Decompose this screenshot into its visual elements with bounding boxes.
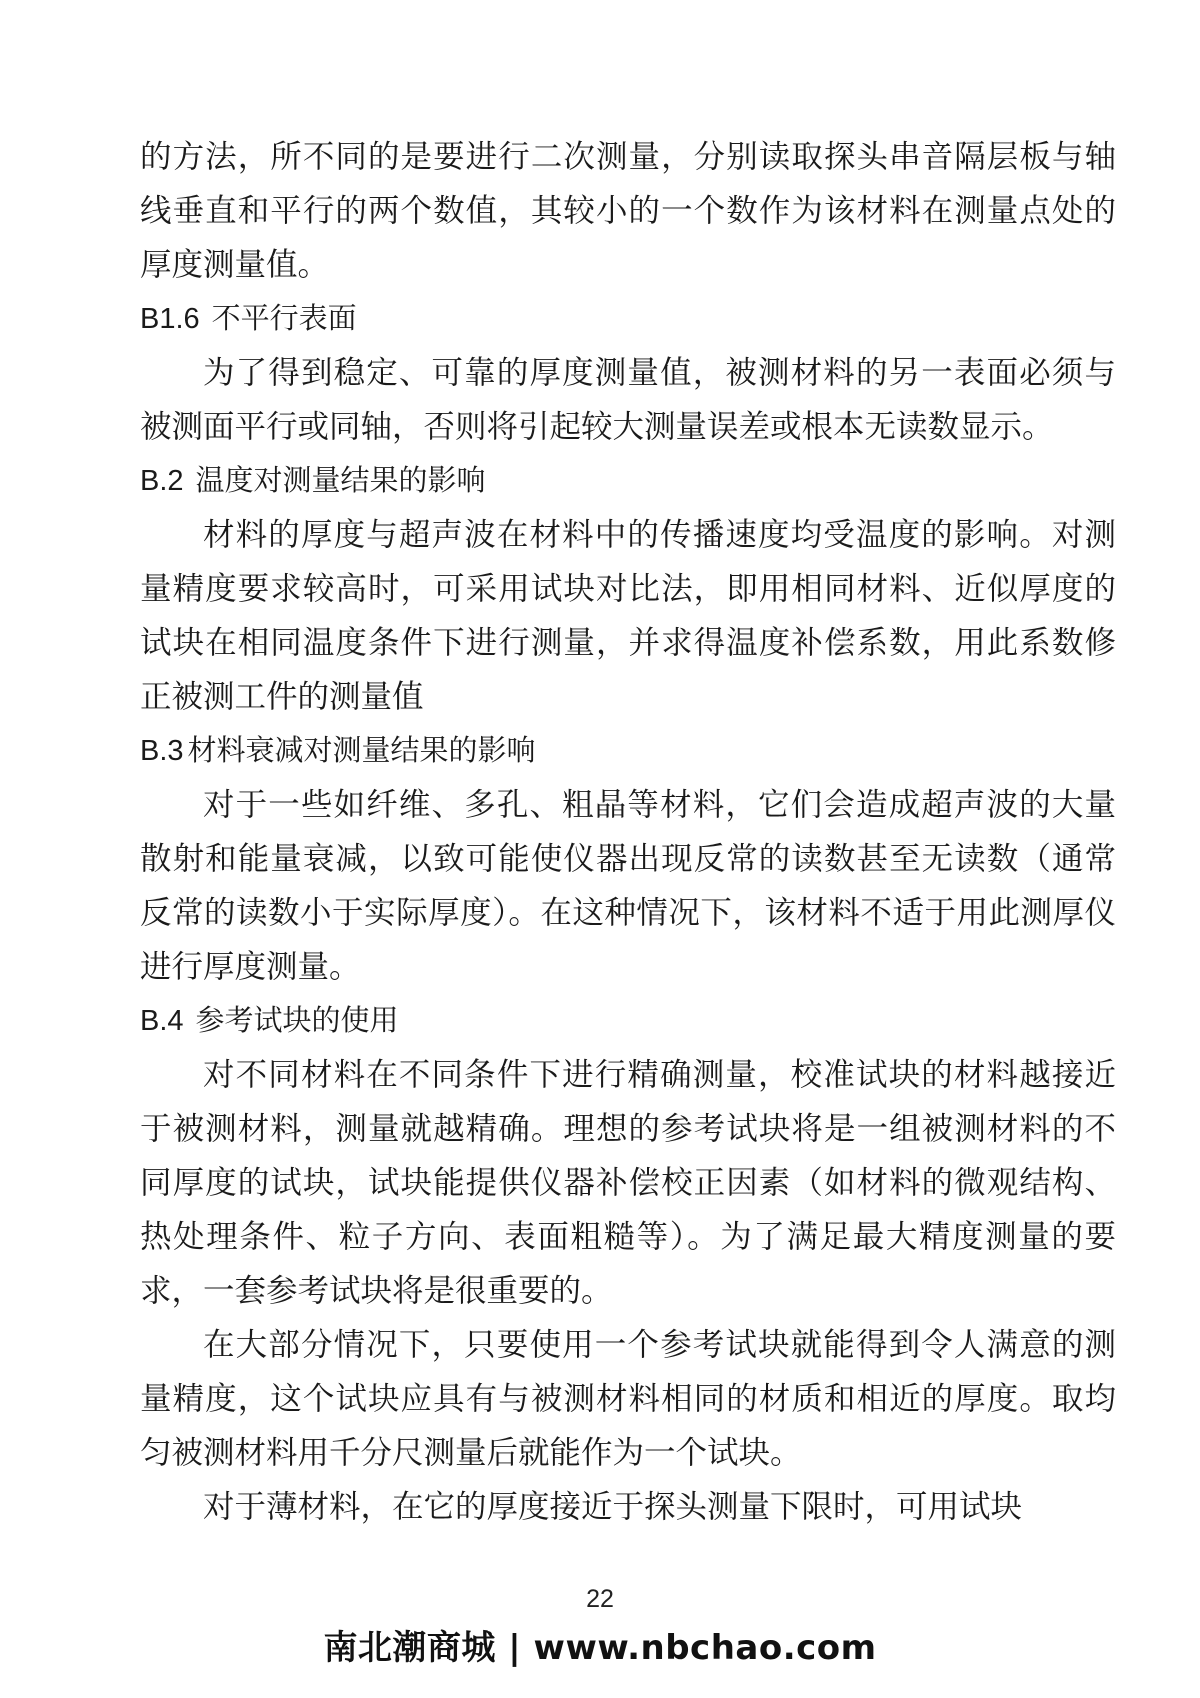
- section-heading-b1-6: [140, 292, 1116, 346]
- paragraph: 对不同材料在不同条件下进行精确测量，校准试块的材料越接近于被测材料，测量就越精确。理想的参考试块将是一组被测材料的不同厚度的试块，试块能提供仪器补偿校正因素（如材料的微观结构、热处理条件、粒子方向、表面粗糙等）。为了满足最大精度测量的要求，一套参考试块将是很重要的。: [140, 1057, 1116, 1309]
- section-number: B.4: [140, 1005, 184, 1037]
- section-title: 材料衰减对测量结果的影响: [187, 735, 536, 767]
- paragraph: 对于一些如纤维、多孔、粗晶等材料，它们会造成超声波的大量散射和能量衰减，以致可能使仪器出现反常的读数甚至无读数（通常反常的读数小于实际厚度）。在这种情况下，该材料不适于用此测厚仪进行厚度测量。: [140, 787, 1116, 985]
- section-number: B.3: [140, 735, 184, 767]
- section-title: 温度对测量结果的影响: [195, 465, 486, 497]
- document-body: [140, 130, 1116, 1534]
- section-number: B.2: [140, 465, 184, 497]
- paragraph: 在大部分情况下，只要使用一个参考试块就能得到令人满意的测量精度，这个试块应具有与被测材料相同的材质和相近的厚度。取均匀被测材料用千分尺测量后就能作为一个试块。: [140, 1327, 1116, 1471]
- paragraph: 对于薄材料，在它的厚度接近于探头测量下限时，可用试块: [203, 1489, 1023, 1525]
- section-heading-b2: [140, 454, 1116, 508]
- paragraph: 材料的厚度与超声波在材料中的传播速度均受温度的影响。对测量精度要求较高时，可采用试块对比法，即用相同材料、近似厚度的试块在相同温度条件下进行测量，并求得温度补偿系数，用此系数修正被测工件的测量值: [140, 517, 1116, 715]
- section-number: B1.6: [140, 303, 200, 335]
- section-heading-b3: [140, 724, 1116, 778]
- paragraph: 的方法，所不同的是要进行二次测量，分别读取探头串音隔层板与轴线垂直和平行的两个数值，其较小的一个数作为该材料在测量点处的厚度测量值。: [140, 139, 1116, 283]
- section-title: 参考试块的使用: [195, 1005, 399, 1037]
- section-heading-b4: [140, 994, 1116, 1048]
- site-watermark: 南北潮商城 | www.nbchao.com: [323, 1628, 877, 1668]
- paragraph: 为了得到稳定、可靠的厚度测量值，被测材料的另一表面必须与被测面平行或同轴，否则将引起较大测量误差或根本无读数显示。: [140, 355, 1116, 445]
- section-title: 不平行表面: [211, 303, 357, 335]
- page-number: 22: [586, 1585, 614, 1613]
